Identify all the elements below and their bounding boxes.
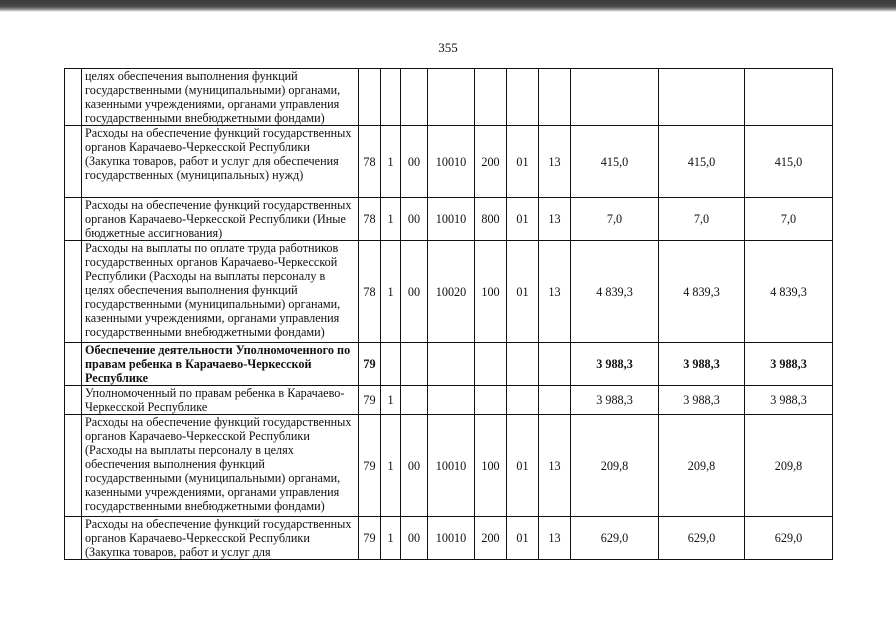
table-row bbox=[65, 69, 833, 126]
amount-cell bbox=[571, 69, 659, 126]
code-cell: 100 bbox=[475, 241, 507, 343]
row-margin-cell bbox=[65, 69, 82, 126]
code-cell: 13 bbox=[539, 517, 571, 560]
code-cell: 800 bbox=[475, 198, 507, 241]
code-cell: 78 bbox=[359, 241, 381, 343]
code-cell bbox=[428, 69, 475, 126]
code-cell: 00 bbox=[401, 126, 428, 198]
code-cell: 13 bbox=[539, 241, 571, 343]
amount-cell: 629,0 bbox=[745, 517, 833, 560]
code-cell: 13 bbox=[539, 415, 571, 517]
amount-cell bbox=[659, 69, 745, 126]
code-cell bbox=[507, 386, 539, 415]
code-cell: 10020 bbox=[428, 241, 475, 343]
code-cell bbox=[428, 343, 475, 386]
amount-cell: 3 988,3 bbox=[745, 386, 833, 415]
code-cell: 79 bbox=[359, 386, 381, 415]
amount-cell: 3 988,3 bbox=[659, 386, 745, 415]
code-cell: 10010 bbox=[428, 126, 475, 198]
row-margin-cell bbox=[65, 241, 82, 343]
table-row bbox=[65, 343, 833, 386]
code-cell: 10010 bbox=[428, 415, 475, 517]
scan-edge bbox=[0, 0, 896, 12]
table-row bbox=[65, 198, 833, 241]
code-cell: 00 bbox=[401, 415, 428, 517]
row-margin-cell bbox=[65, 517, 82, 560]
row-description: Расходы на обеспечение функций государственных органов Карачаево-Черкесской Республики (Закупка товаров, работ и услуг для обеспечения государственных (муниципальных) нужд) bbox=[82, 126, 359, 198]
code-cell bbox=[401, 69, 428, 126]
code-cell: 78 bbox=[359, 198, 381, 241]
row-description: Обеспечение деятельности Уполномоченного по правам ребенка в Карачаево-Черкесской Республике bbox=[82, 343, 359, 386]
table-row bbox=[65, 517, 833, 560]
code-cell bbox=[475, 386, 507, 415]
budget-table bbox=[64, 68, 833, 560]
amount-cell: 209,8 bbox=[571, 415, 659, 517]
code-cell: 10010 bbox=[428, 517, 475, 560]
row-description: Расходы на обеспечение функций государственных органов Карачаево-Черкесской Республики (Закупка товаров, работ и услуг для bbox=[82, 517, 359, 560]
table-row bbox=[65, 386, 833, 415]
row-description: Расходы на выплаты по оплате труда работников государственных органов Карачаево-Черкесской Республики (Расходы на выплаты персоналу в целях обеспечения выполнения функций государственными (муниципальными) органами, казенными учреждениями, органами управления государственными внебюджетными фондами) bbox=[82, 241, 359, 343]
row-margin-cell bbox=[65, 198, 82, 241]
amount-cell: 415,0 bbox=[571, 126, 659, 198]
code-cell: 79 bbox=[359, 517, 381, 560]
row-margin-cell bbox=[65, 415, 82, 517]
code-cell: 100 bbox=[475, 415, 507, 517]
code-cell: 10010 bbox=[428, 198, 475, 241]
amount-cell: 629,0 bbox=[659, 517, 745, 560]
amount-cell: 3 988,3 bbox=[659, 343, 745, 386]
amount-cell: 415,0 bbox=[659, 126, 745, 198]
amount-cell bbox=[745, 69, 833, 126]
code-cell: 1 bbox=[381, 198, 401, 241]
row-description: Расходы на обеспечение функций государственных органов Карачаево-Черкесской Республики (Расходы на выплаты персоналу в целях обеспечения выполнения функций государственными (муниципальными) органами, казенными учреждениями, органами управления государственными внебюджетными фондами) bbox=[82, 415, 359, 517]
code-cell: 1 bbox=[381, 386, 401, 415]
code-cell: 00 bbox=[401, 517, 428, 560]
amount-cell: 4 839,3 bbox=[571, 241, 659, 343]
code-cell: 200 bbox=[475, 126, 507, 198]
code-cell bbox=[539, 343, 571, 386]
amount-cell: 209,8 bbox=[745, 415, 833, 517]
code-cell: 13 bbox=[539, 198, 571, 241]
amount-cell: 4 839,3 bbox=[745, 241, 833, 343]
code-cell: 1 bbox=[381, 126, 401, 198]
code-cell bbox=[381, 343, 401, 386]
code-cell: 1 bbox=[381, 241, 401, 343]
page-number: 355 bbox=[438, 40, 458, 55]
code-cell: 01 bbox=[507, 517, 539, 560]
code-cell: 00 bbox=[401, 198, 428, 241]
code-cell bbox=[359, 69, 381, 126]
code-cell: 200 bbox=[475, 517, 507, 560]
code-cell: 1 bbox=[381, 517, 401, 560]
amount-cell: 3 988,3 bbox=[571, 343, 659, 386]
row-margin-cell bbox=[65, 386, 82, 415]
code-cell: 78 bbox=[359, 126, 381, 198]
amount-cell: 209,8 bbox=[659, 415, 745, 517]
table-row bbox=[65, 241, 833, 343]
amount-cell: 3 988,3 bbox=[745, 343, 833, 386]
amount-cell: 629,0 bbox=[571, 517, 659, 560]
amount-cell: 3 988,3 bbox=[571, 386, 659, 415]
code-cell: 01 bbox=[507, 198, 539, 241]
code-cell: 01 bbox=[507, 241, 539, 343]
amount-cell: 7,0 bbox=[571, 198, 659, 241]
code-cell bbox=[401, 343, 428, 386]
code-cell bbox=[381, 69, 401, 126]
row-margin-cell bbox=[65, 126, 82, 198]
amount-cell: 7,0 bbox=[745, 198, 833, 241]
row-description: Расходы на обеспечение функций государственных органов Карачаево-Черкесской Республики (Иные бюджетные ассигнования) bbox=[82, 198, 359, 241]
code-cell bbox=[539, 69, 571, 126]
row-description: Уполномоченный по правам ребенка в Карачаево-Черкесской Республике bbox=[82, 386, 359, 415]
code-cell bbox=[475, 69, 507, 126]
table-row bbox=[65, 415, 833, 517]
code-cell: 01 bbox=[507, 415, 539, 517]
amount-cell: 7,0 bbox=[659, 198, 745, 241]
code-cell: 1 bbox=[381, 415, 401, 517]
code-cell: 79 bbox=[359, 415, 381, 517]
code-cell bbox=[428, 386, 475, 415]
row-description: целях обеспечения выполнения функций государственными (муниципальными) органами, казенными учреждениями, органами управления государственными внебюджетными фондами) bbox=[82, 69, 359, 126]
code-cell: 01 bbox=[507, 126, 539, 198]
code-cell bbox=[507, 343, 539, 386]
code-cell: 13 bbox=[539, 126, 571, 198]
code-cell bbox=[401, 386, 428, 415]
code-cell: 00 bbox=[401, 241, 428, 343]
amount-cell: 4 839,3 bbox=[659, 241, 745, 343]
row-margin-cell bbox=[65, 343, 82, 386]
code-cell: 79 bbox=[359, 343, 381, 386]
code-cell bbox=[539, 386, 571, 415]
table-row bbox=[65, 126, 833, 198]
code-cell bbox=[475, 343, 507, 386]
code-cell bbox=[507, 69, 539, 126]
amount-cell: 415,0 bbox=[745, 126, 833, 198]
